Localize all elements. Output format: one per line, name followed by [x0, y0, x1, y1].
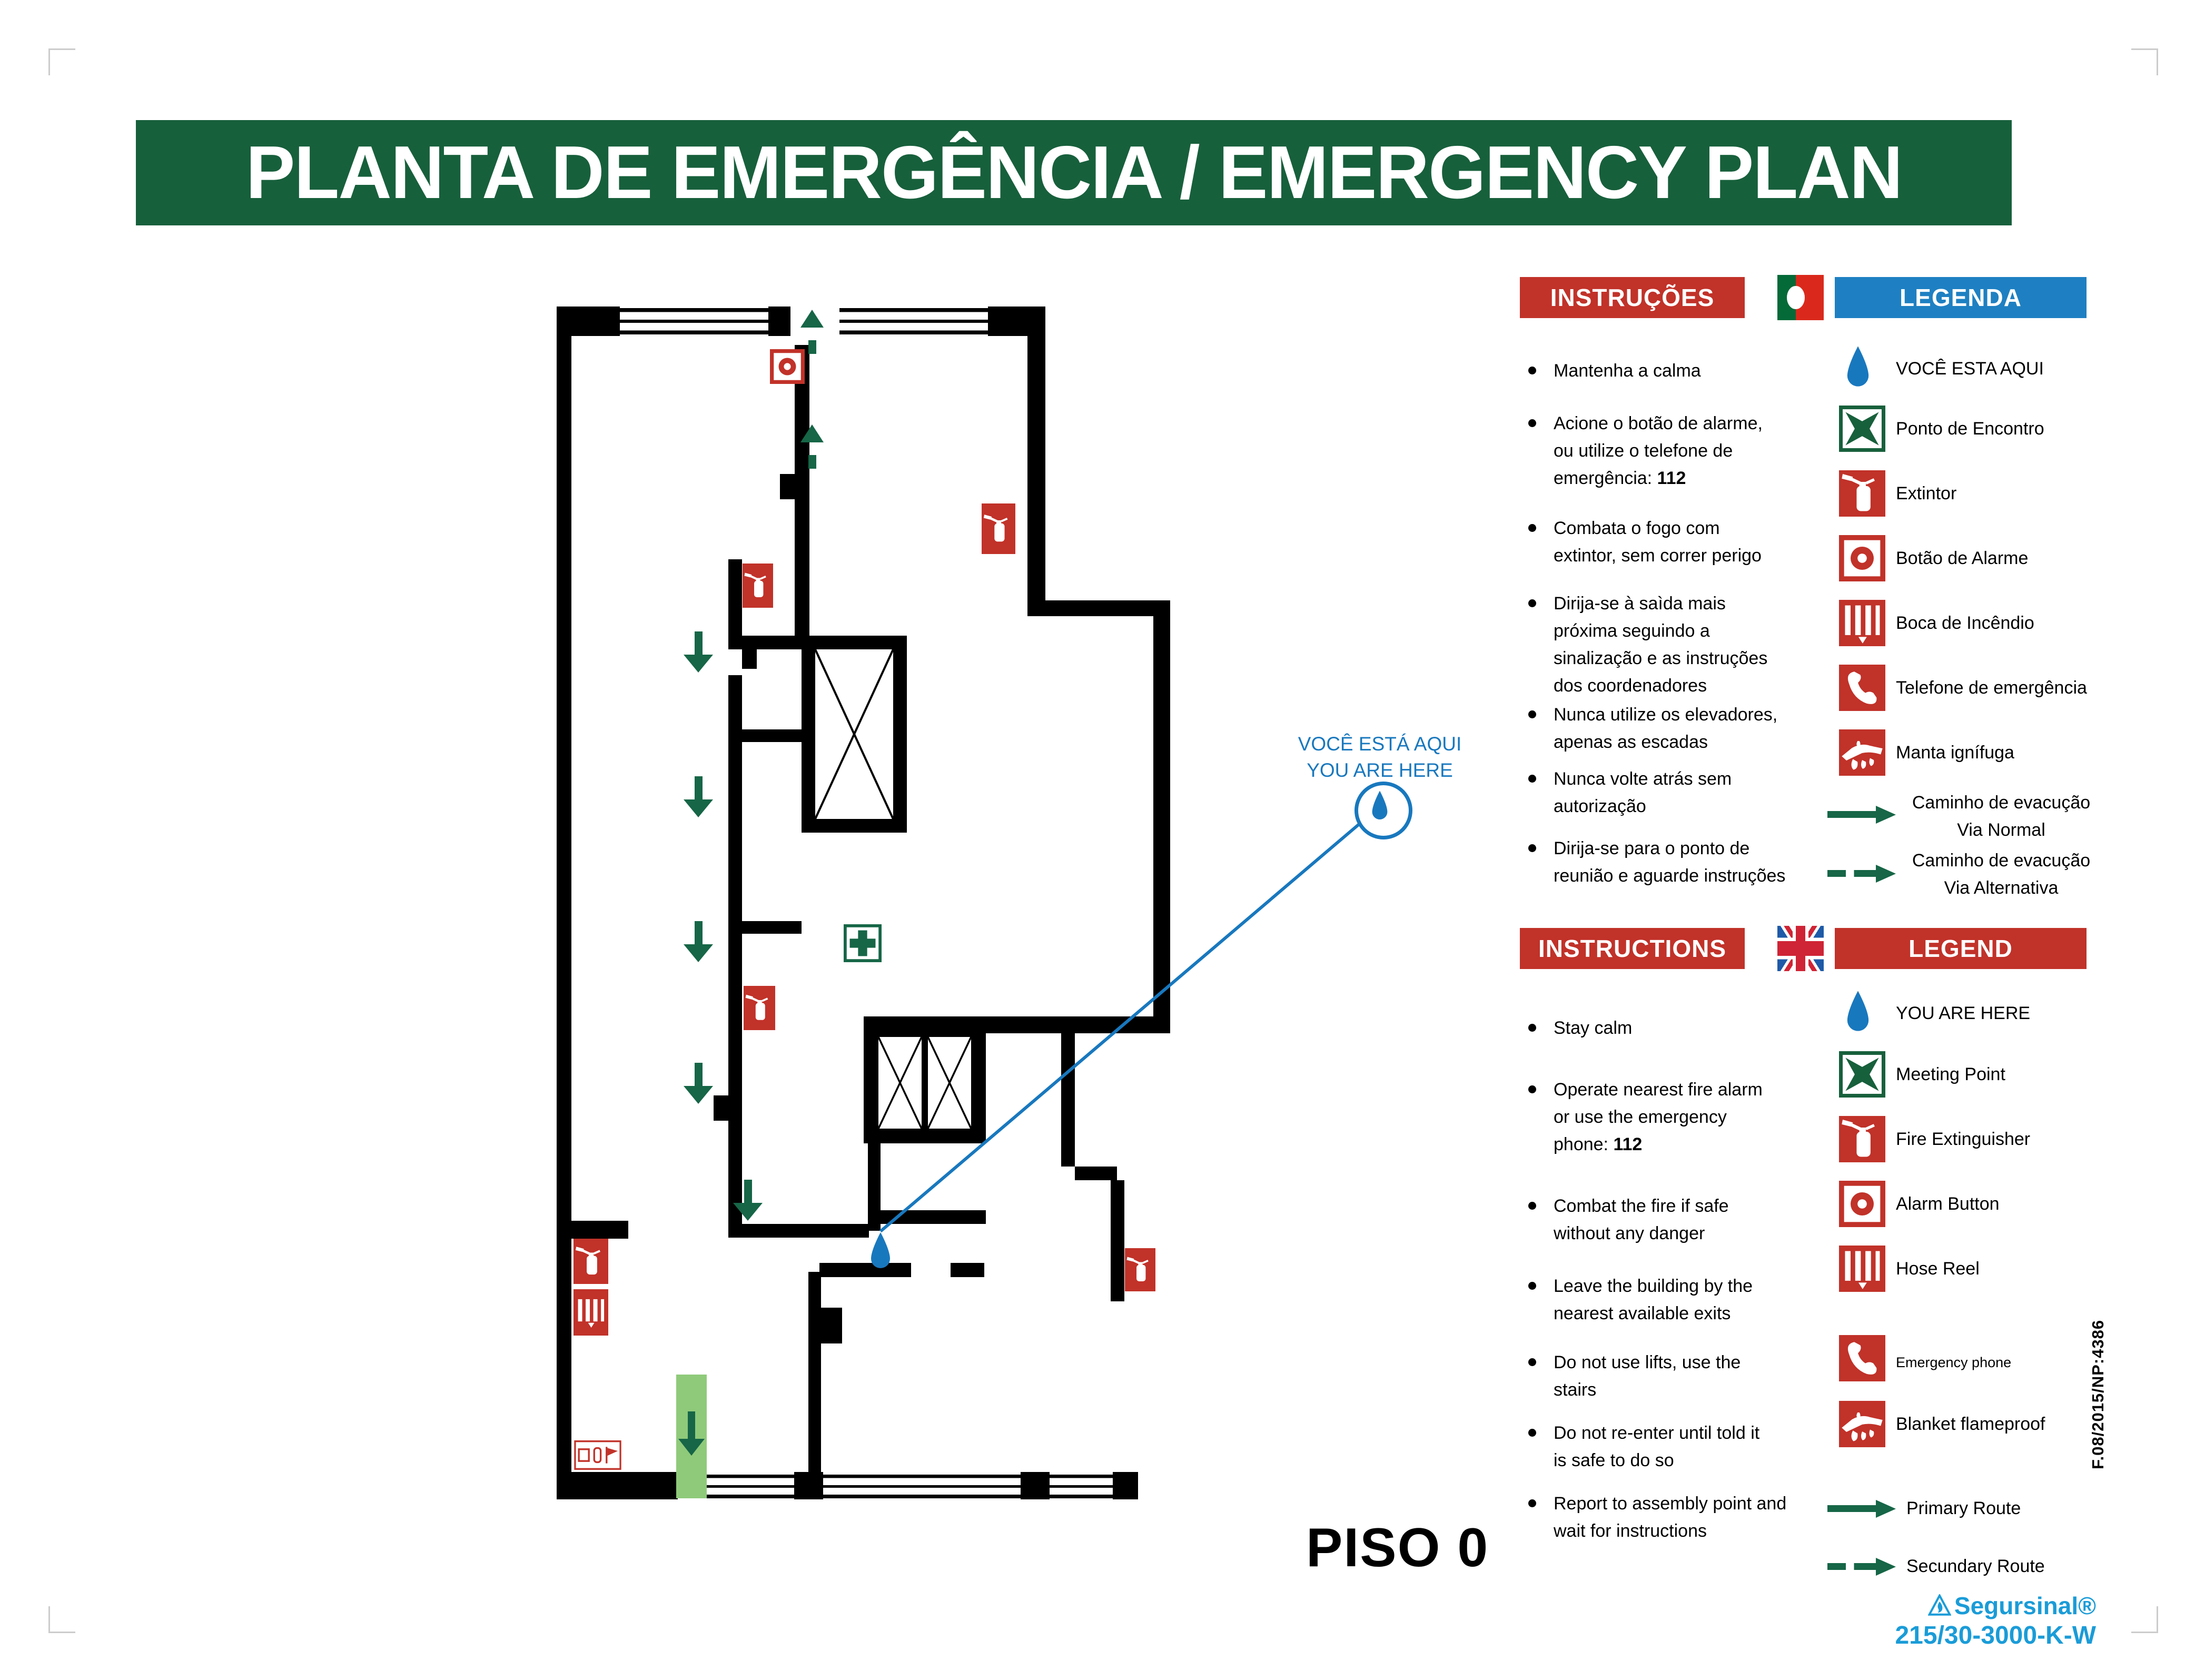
instruction-line: stairs — [1554, 1380, 1597, 1400]
legend-label: Extintor — [1896, 483, 1957, 503]
instruction-line: Operate nearest fire alarm — [1554, 1080, 1763, 1100]
instruction-line: Dirija-se para o ponto de — [1554, 838, 1750, 858]
bullet-icon — [1528, 367, 1536, 374]
legend-label: Hose Reel — [1896, 1259, 1980, 1279]
bullet-icon — [1528, 1202, 1536, 1210]
legend-en-header: LEGEND — [1835, 928, 2087, 969]
bullet-icon — [1528, 1282, 1536, 1290]
legend-label: Blanket flameproof — [1896, 1414, 2045, 1434]
instruction-item — [1554, 835, 1806, 890]
uk-flag-icon — [1777, 926, 1824, 971]
instruction-item — [1554, 410, 1806, 492]
fire-extinguisher-icon — [1839, 1116, 1885, 1162]
legend-label-line: Caminho de evacução — [1912, 793, 2091, 813]
instruction-line: phone: 112 — [1554, 1134, 1643, 1154]
alarm-button-icon — [1839, 535, 1885, 581]
instruction-line: Nunca utilize os elevadores, — [1554, 705, 1778, 725]
instruction-item — [1554, 1076, 1806, 1158]
brand-name: Segursinal® — [1954, 1592, 2096, 1619]
doc-reference: F.08/2015/NP:4386 — [2089, 1319, 2107, 1469]
legend-pt-header: LEGENDA — [1835, 277, 2087, 318]
legend-label-line: Via Normal — [1957, 820, 2045, 840]
instructions-pt-header: INSTRUÇÕES — [1520, 277, 1745, 318]
bullet-icon — [1528, 1085, 1536, 1093]
alarm-button-icon — [1839, 1181, 1885, 1227]
instruction-line: Dirija-se à saìda mais — [1554, 594, 1726, 614]
instruction-item — [1554, 765, 1806, 820]
instruction-item — [1554, 1272, 1806, 1327]
meeting-point-icon — [1839, 1051, 1885, 1098]
legend-label: YOU ARE HERE — [1896, 1003, 2031, 1023]
bullet-icon — [1528, 524, 1536, 532]
legend-label — [1896, 789, 2107, 844]
page-title: PLANTA DE EMERGÊNCIA / EMERGENCY PLAN — [136, 120, 2012, 225]
instruction-item — [1554, 701, 1806, 756]
legend-label: Secundary Route — [1906, 1556, 2045, 1576]
bullet-icon — [1528, 599, 1536, 607]
instruction-item — [1554, 590, 1806, 699]
hose-reel-icon — [1839, 1246, 1885, 1292]
legend-label-line: Via Alternativa — [1944, 878, 2059, 898]
instruction-line: Stay calm — [1554, 1018, 1633, 1038]
instruction-line: Combata o fogo com — [1554, 518, 1720, 538]
legend-label: Fire Extinguisher — [1896, 1129, 2031, 1149]
primary-route-arrow-icon — [1827, 806, 1896, 824]
secondary-route-arrow-icon — [1827, 1558, 1896, 1576]
instruction-line: extintor, sem correr perigo — [1554, 546, 1762, 566]
meeting-point-icon — [1839, 406, 1885, 452]
portugal-flag-icon — [1777, 275, 1824, 320]
brand-code: 215/30-3000-K-W — [1895, 1622, 2096, 1649]
bullet-icon — [1528, 710, 1536, 718]
bullet-icon — [1528, 419, 1536, 427]
bullet-icon — [1528, 1024, 1536, 1032]
instructions-en-header: INSTRUCTIONS — [1520, 928, 1745, 969]
you-are-here-icon — [1369, 790, 1390, 824]
bullet-icon — [1528, 775, 1536, 783]
legend-label: Alarm Button — [1896, 1194, 2000, 1214]
bullet-icon — [1528, 1429, 1536, 1437]
brand-block — [1875, 1592, 2096, 1650]
instruction-line: autorização — [1554, 796, 1646, 816]
instruction-line: Combat the fire if safe — [1554, 1196, 1729, 1216]
legend-label: Telefone de emergência — [1896, 678, 2087, 698]
emergency-phone-icon — [1839, 1335, 1885, 1381]
instruction-item — [1554, 1014, 1806, 1042]
legend-label: Meeting Point — [1896, 1064, 2005, 1084]
instruction-item — [1554, 1419, 1806, 1474]
instruction-line: Nunca volte atrás sem — [1554, 769, 1732, 789]
segursinal-flame-triangle-icon — [1928, 1594, 1951, 1617]
instruction-line: or use the emergency — [1554, 1107, 1727, 1127]
bullet-icon — [1528, 1499, 1536, 1507]
callout-line-en: YOU ARE HERE — [1307, 759, 1453, 781]
instruction-item — [1554, 1192, 1806, 1247]
legend-label: Emergency phone — [1896, 1355, 2012, 1370]
instruction-line: is safe to do so — [1554, 1450, 1674, 1470]
instruction-line: Acione o botão de alarme, — [1554, 413, 1763, 433]
callout-line-pt: VOCÊ ESTÁ AQUI — [1298, 733, 1462, 755]
legend-label: VOCÊ ESTA AQUI — [1896, 359, 2044, 379]
instruction-line: dos coordenadores — [1554, 676, 1707, 696]
instruction-line: without any danger — [1554, 1223, 1705, 1243]
primary-route-arrow-icon — [1827, 1500, 1896, 1518]
you-are-here-callout-label — [1264, 731, 1496, 784]
hose-reel-icon — [1839, 600, 1885, 646]
instruction-item — [1554, 357, 1806, 384]
instruction-item — [1554, 515, 1806, 569]
instruction-line: Mantenha a calma — [1554, 361, 1701, 381]
instruction-line: próxima seguindo a — [1554, 621, 1710, 641]
instruction-line: Report to assembly point and — [1554, 1494, 1787, 1514]
instruction-line: Do not re-enter until told it — [1554, 1423, 1760, 1443]
legend-label — [1896, 847, 2107, 902]
you-are-here-icon — [1843, 986, 1873, 1041]
instruction-line: emergência: 112 — [1554, 468, 1686, 488]
legend-label: Botão de Alarme — [1896, 548, 2029, 568]
legend-label: Manta ignífuga — [1896, 743, 2014, 763]
instruction-item — [1554, 1490, 1806, 1545]
floor-label: PISO 0 — [1306, 1517, 1489, 1578]
legend-label: Boca de Incêndio — [1896, 613, 2034, 633]
fire-blanket-icon — [1839, 1401, 1885, 1447]
instruction-line: ou utilize o telefone de — [1554, 441, 1733, 461]
you-are-here-icon — [1843, 341, 1873, 396]
instruction-line: Do not use lifts, use the — [1554, 1352, 1741, 1372]
instruction-line: apenas as escadas — [1554, 732, 1708, 752]
instruction-line: reunião e aguarde instruções — [1554, 866, 1786, 886]
fire-extinguisher-icon — [1839, 470, 1885, 517]
secondary-route-arrow-icon — [1827, 865, 1896, 883]
legend-label: Primary Route — [1906, 1498, 2021, 1518]
instruction-line: Leave the building by the — [1554, 1276, 1753, 1296]
bullet-icon — [1528, 844, 1536, 852]
instruction-item — [1554, 1349, 1806, 1404]
bullet-icon — [1528, 1358, 1536, 1366]
instruction-line: wait for instructions — [1554, 1521, 1707, 1541]
emergency-phone-icon — [1839, 665, 1885, 711]
instruction-line: nearest available exits — [1554, 1303, 1731, 1323]
instruction-line: sinalização e as instruções — [1554, 648, 1768, 668]
legend-label-line: Caminho de evacução — [1912, 851, 2091, 871]
fire-blanket-icon — [1839, 729, 1885, 776]
legend-label: Ponto de Encontro — [1896, 419, 2044, 439]
